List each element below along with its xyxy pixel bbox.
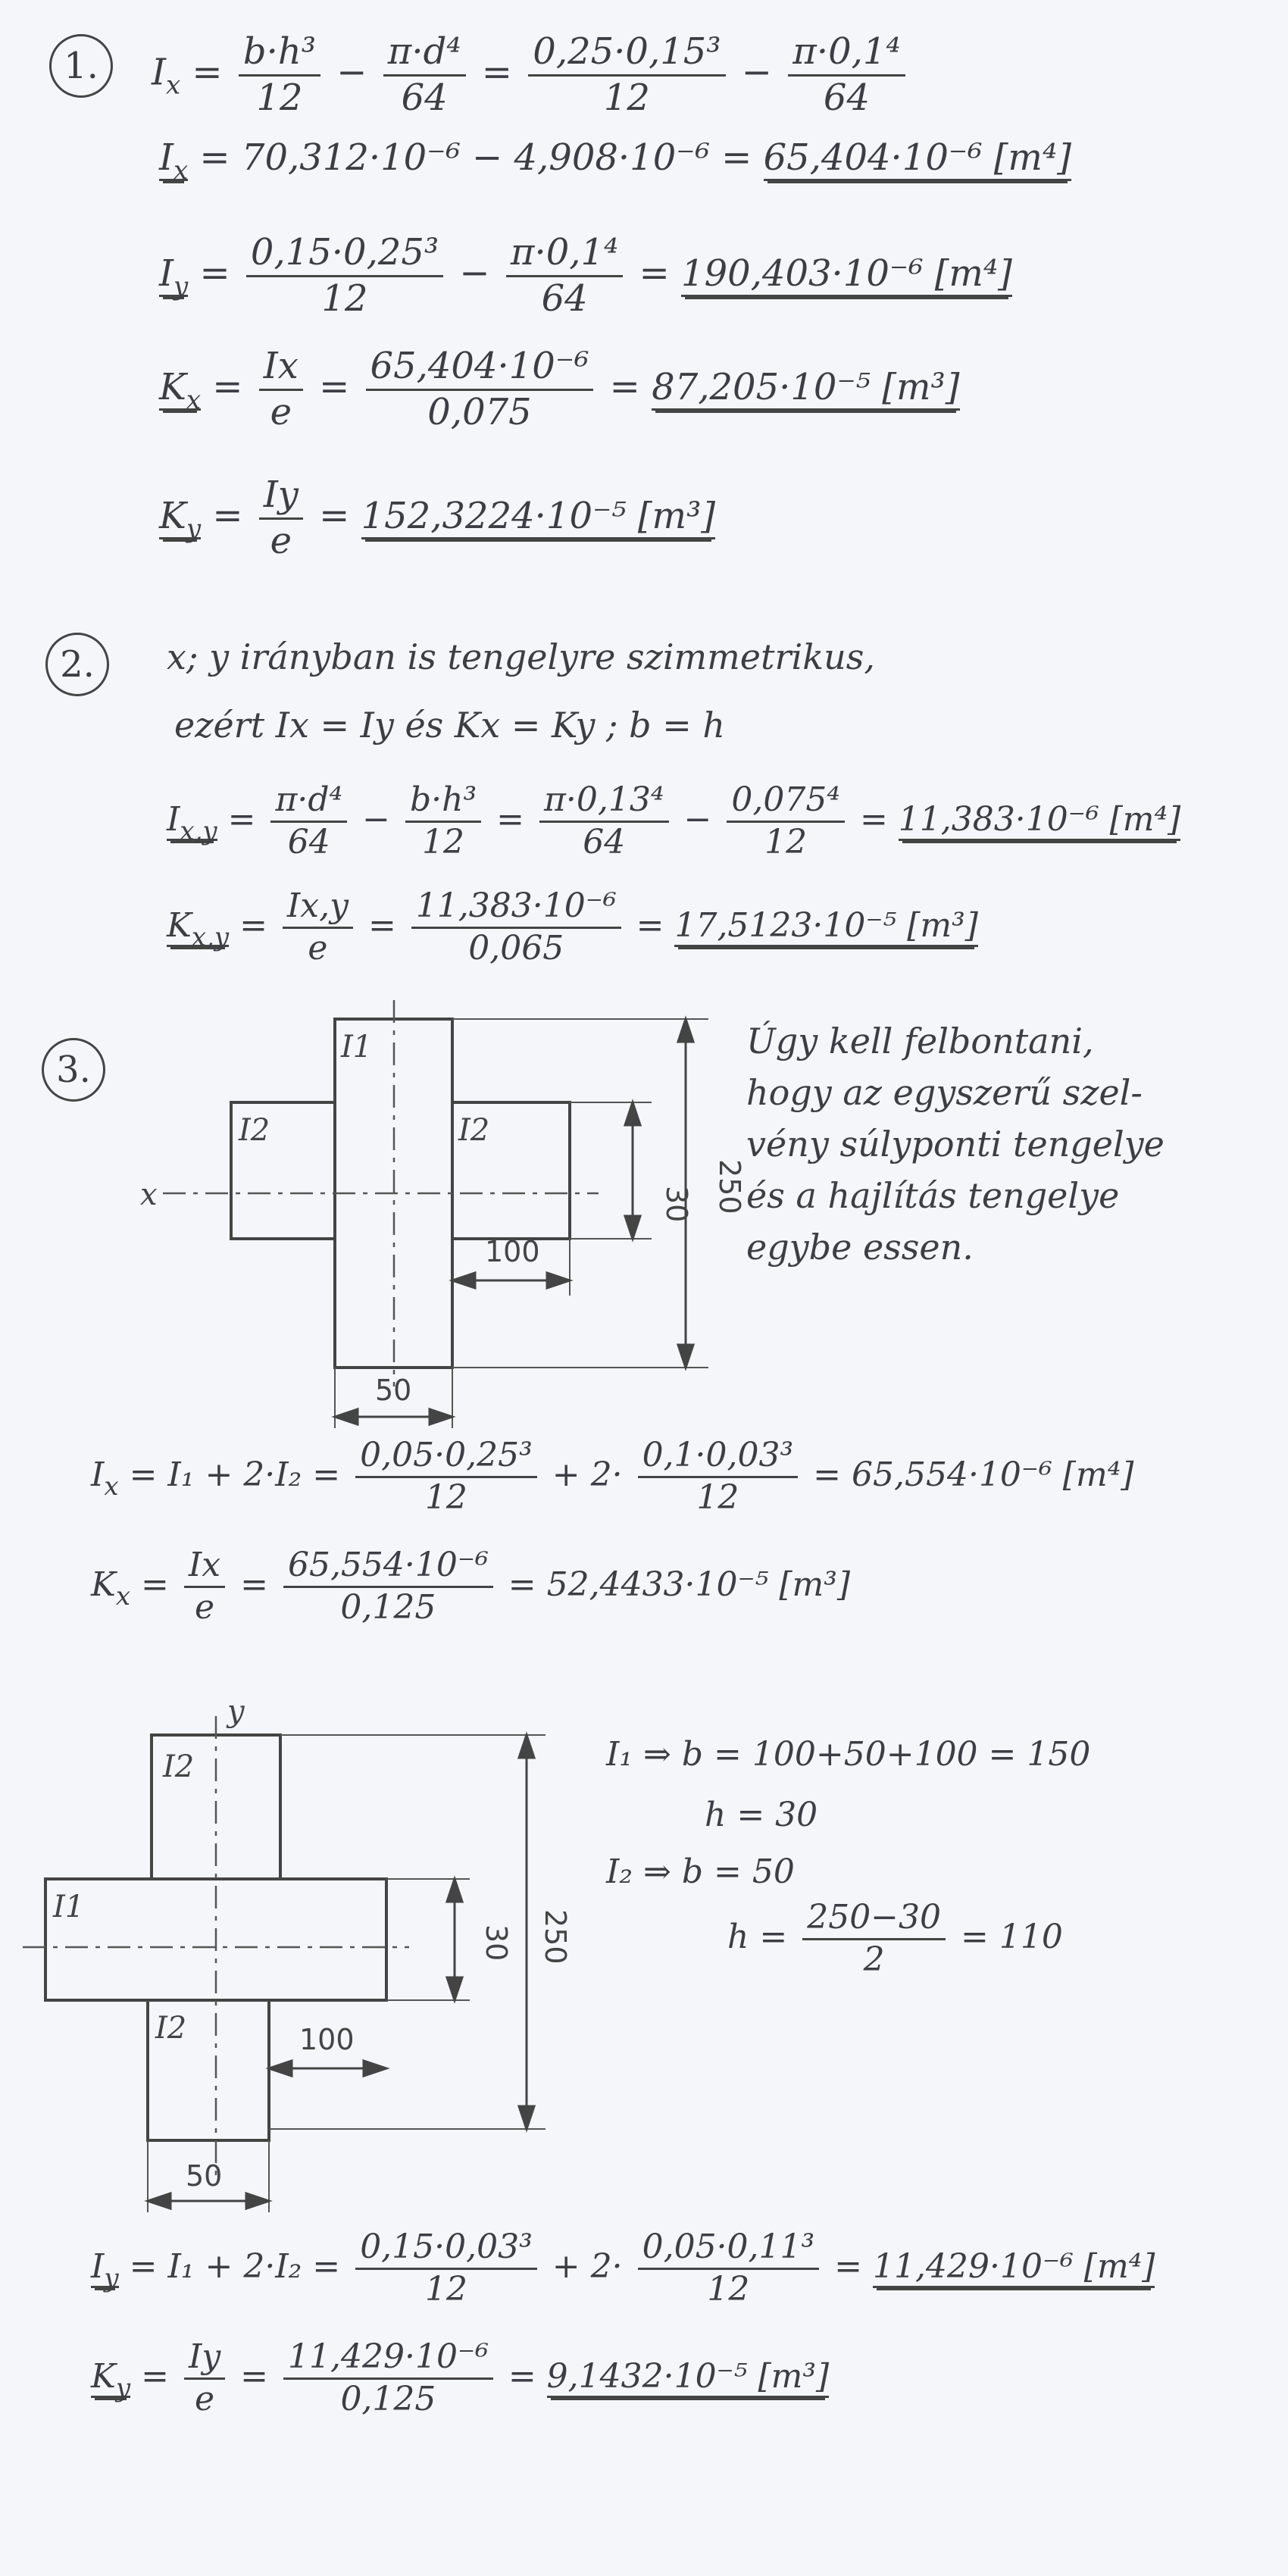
numerator: Ix <box>259 345 303 391</box>
expr: = I₁ + 2·I₂ = <box>129 1455 341 1494</box>
lhs: $K_x$ <box>159 365 202 415</box>
numerator: 0,25·0,15³ <box>528 30 725 77</box>
dim-250-label: 250 <box>713 1159 746 1215</box>
eq-3-4: $K_y$ = $\frac{Iy}{e}$ = $\frac{\text{11,429·10⁻⁶}}{0,125}$ = 9,1432·10⁻⁵ [m³] <box>91 2337 830 2418</box>
problem-number-2: 2. <box>45 633 109 696</box>
numerator: 0,05·0,11³ <box>638 2227 820 2270</box>
numerator: b·h³ <box>239 30 320 77</box>
numerator: 0,15·0,25³ <box>246 231 443 277</box>
denominator: 2 <box>863 1940 885 1979</box>
result: 17,5123·10⁻⁵ [m³] <box>674 906 977 947</box>
denominator: 64 <box>541 277 588 320</box>
expr: = I₁ + 2·I₂ = <box>129 2246 341 2286</box>
label-I1: I1 <box>341 1030 373 1064</box>
dim-100-label: 100 <box>299 2023 355 2056</box>
numerator: 11,383·10⁻⁶ <box>411 886 621 929</box>
numerator: b·h³ <box>405 780 481 823</box>
axis-y-label: y <box>227 1694 245 1729</box>
dim-30-label: 30 <box>660 1186 693 1223</box>
eq-1-5: $K_y$ = $\frac{Iy}{e}$ = 152,3224·10⁻⁵ [m³] <box>159 474 716 562</box>
numerator: 65,554·10⁻⁶ <box>283 1546 493 1588</box>
dim-50-label: 50 <box>186 2159 223 2193</box>
numerator: Ix,y <box>283 886 353 929</box>
denominator: 0,125 <box>340 2379 436 2418</box>
denominator: 64 <box>401 76 448 119</box>
lhs: $K_x$ <box>91 1565 131 1612</box>
dim-100-label: 100 <box>485 1235 540 1268</box>
eq-1-3: $I_y$ = $\frac{\text{0,15·0,25³}}{12}$ − $\frac{\text{π·0,1⁴}}{64}$ = 190,403·10⁻⁶ [m⁴] <box>159 231 1012 320</box>
frac <box>355 2227 537 2310</box>
frac <box>802 1898 946 1980</box>
note2-a: I₁ ⇒ b = 100+50+100 = 150 <box>606 1735 1091 1774</box>
lhs: $K_y$ <box>91 2356 131 2403</box>
denominator: 12 <box>696 1477 739 1517</box>
denominator: 12 <box>424 1477 467 1517</box>
numerator: π·0,1⁴ <box>788 30 905 77</box>
numerator: 0,075⁴ <box>727 780 845 823</box>
numerator: π·0,1⁴ <box>506 231 623 277</box>
lhs: $K_y$ <box>159 494 202 544</box>
numerator: Iy <box>259 474 303 520</box>
frac <box>283 2337 493 2420</box>
denominator: 12 <box>424 2269 467 2309</box>
label-I2-right: I2 <box>458 1113 490 1148</box>
numerator: 0,1·0,03³ <box>638 1436 799 1478</box>
denominator: e <box>195 2379 215 2418</box>
numerator: π·d⁴ <box>383 30 466 77</box>
lhs: $I_x$ <box>159 136 189 186</box>
result: = 65,554·10⁻⁶ [m⁴] <box>813 1455 1134 1494</box>
result: 152,3224·10⁻⁵ [m³] <box>361 495 715 539</box>
mid: + 2· <box>552 2246 623 2286</box>
eq-2-4: $K_{x,y}$ = $\frac{Ix,y}{e}$ = $\frac{\text{11,383·10⁻⁶}}{0,065}$ = 17,5123·10⁻⁵ [m³] <box>167 886 978 968</box>
result: 65,404·10⁻⁶ [m⁴] <box>764 136 1071 181</box>
numerator: 250−30 <box>802 1898 946 1940</box>
result: = 52,4433·10⁻⁵ [m³] <box>508 1565 851 1604</box>
arrow <box>447 1977 462 2000</box>
result: 9,1432·10⁻⁵ [m³] <box>547 2357 829 2398</box>
eq-1-4: $K_x$ = $\frac{Ix}{e}$ = $\frac{\text{65,404·10⁻⁶}}{0,075}$ = 87,205·10⁻⁵ [m³] <box>159 345 960 433</box>
dim-50-label: 50 <box>375 1374 412 1407</box>
note2-c: I₂ ⇒ b = 50 <box>606 1852 795 1891</box>
label-I2-top: I2 <box>163 1749 195 1784</box>
denominator: e <box>308 928 328 968</box>
lhs: $I_{x,y}$ <box>167 799 217 846</box>
denominator: 12 <box>321 277 368 320</box>
lhs-sub: x <box>165 70 181 101</box>
label-I1: I1 <box>53 1890 85 1924</box>
denominator: 12 <box>764 822 808 861</box>
arrow <box>447 1879 462 1902</box>
result: 11,383·10⁻⁶ [m⁴] <box>899 800 1180 841</box>
expr: = 70,312·10⁻⁶ − 4,908·10⁻⁶ = <box>199 136 752 179</box>
lhs: $I_y$ <box>159 252 189 302</box>
note2-d: h = $\frac{250-30}{2}$ = 110 <box>727 1898 1063 1979</box>
numerator: 11,429·10⁻⁶ <box>283 2337 493 2380</box>
arrow <box>364 2061 386 2076</box>
numerator: 0,05·0,25³ <box>355 1436 537 1478</box>
numerator: Ix <box>184 1546 225 1588</box>
denominator: 0,125 <box>340 1587 436 1627</box>
arrow <box>246 2193 269 2209</box>
label-I2-bottom: I2 <box>155 2011 187 2046</box>
lhs: $I_y$ <box>91 2246 119 2293</box>
denominator: 12 <box>256 76 303 119</box>
denominator: e <box>270 519 292 562</box>
lhs: $K_{x,y}$ <box>167 905 230 952</box>
eq-3-2: $K_x$ = $\frac{Ix}{e}$ = $\frac{\text{65,554·10⁻⁶}}{0,125}$ = 52,4433·10⁻⁵ [m³] <box>91 1546 851 1627</box>
numerator: π·0,13⁴ <box>539 780 669 823</box>
denominator: 12 <box>707 2269 750 2309</box>
numerator: π·d⁴ <box>270 780 347 823</box>
label-I2-left: I2 <box>239 1113 270 1148</box>
problem-number-1: 1. <box>49 34 113 98</box>
text-2-1: x; y irányban is tengelyre szimmetrikus, <box>167 636 875 677</box>
frac <box>184 2337 225 2420</box>
denominator: 64 <box>583 822 626 861</box>
eq-2-3: $I_{x,y}$ = $\frac{\text{π·d⁴}}{64}$ − $\frac{\text{b·h³}}{12}$ = $\frac{\text{π·0,13⁴}}{64}$ − $\frac{\text{0,075⁴}}{12}$ = 11,383·10⁻⁶ [m⁴] <box>167 780 1181 861</box>
result: 190,403·10⁻⁶ [m⁴] <box>681 252 1012 297</box>
axis-x-label: x <box>140 1177 158 1212</box>
arrow <box>519 1735 534 1758</box>
numerator: 65,404·10⁻⁶ <box>366 345 594 391</box>
lhs: $I_x$ <box>91 1455 119 1502</box>
numerator: Iy <box>184 2337 225 2380</box>
frac <box>638 2227 820 2310</box>
note2-b: h = 30 <box>705 1796 818 1834</box>
result: 11,429·10⁻⁶ [m⁴] <box>873 2247 1155 2288</box>
denominator: 64 <box>287 822 330 861</box>
mid: + 2· <box>552 1455 623 1494</box>
explanation-note: Úgy kell felbontani, hogy az egyszerű szel- vény súlyponti tengelye és a hajlítás tengelye egybe essen. <box>746 1021 1165 1268</box>
problem-number-3: 3. <box>42 1038 105 1102</box>
denominator: 0,075 <box>427 390 532 433</box>
denominator: 12 <box>603 76 650 119</box>
denominator: 12 <box>422 822 465 861</box>
eq-3-3: $I_y = I_1 + 2\cdot I_2$ = $\frac{\text{0,15·0,03³}}{12}$ + 2· $\frac{\text{0,05·0,11³}}{12}$ = 11,429·10⁻⁶ [m⁴] <box>91 2227 1155 2309</box>
text-2-2: ezért Ix = Iy és Kx = Ky ; b = h <box>174 705 726 746</box>
arrow <box>148 2193 170 2209</box>
lhs: I <box>152 51 166 94</box>
denominator: e <box>194 1587 215 1627</box>
arrow <box>269 2061 292 2076</box>
result: 87,205·10⁻⁵ [m³] <box>652 366 959 411</box>
dim-250-label: 250 <box>539 1909 572 1965</box>
eq-1-1: $I_x$ = $\frac{\text{b·h³}}{12}$ − $\frac{\text{π·d⁴}}{64}$ = $\frac{\text{0,25·0,15³}}{12}$ − $\frac{\text{π·0,1⁴}}{64}$ <box>152 30 910 120</box>
numerator: 0,15·0,03³ <box>355 2227 537 2270</box>
denominator: 64 <box>823 76 870 119</box>
dim-30-label: 30 <box>480 1924 513 1962</box>
arrow <box>519 2106 534 2129</box>
denominator: e <box>270 390 292 433</box>
denominator: 0,065 <box>468 928 564 968</box>
